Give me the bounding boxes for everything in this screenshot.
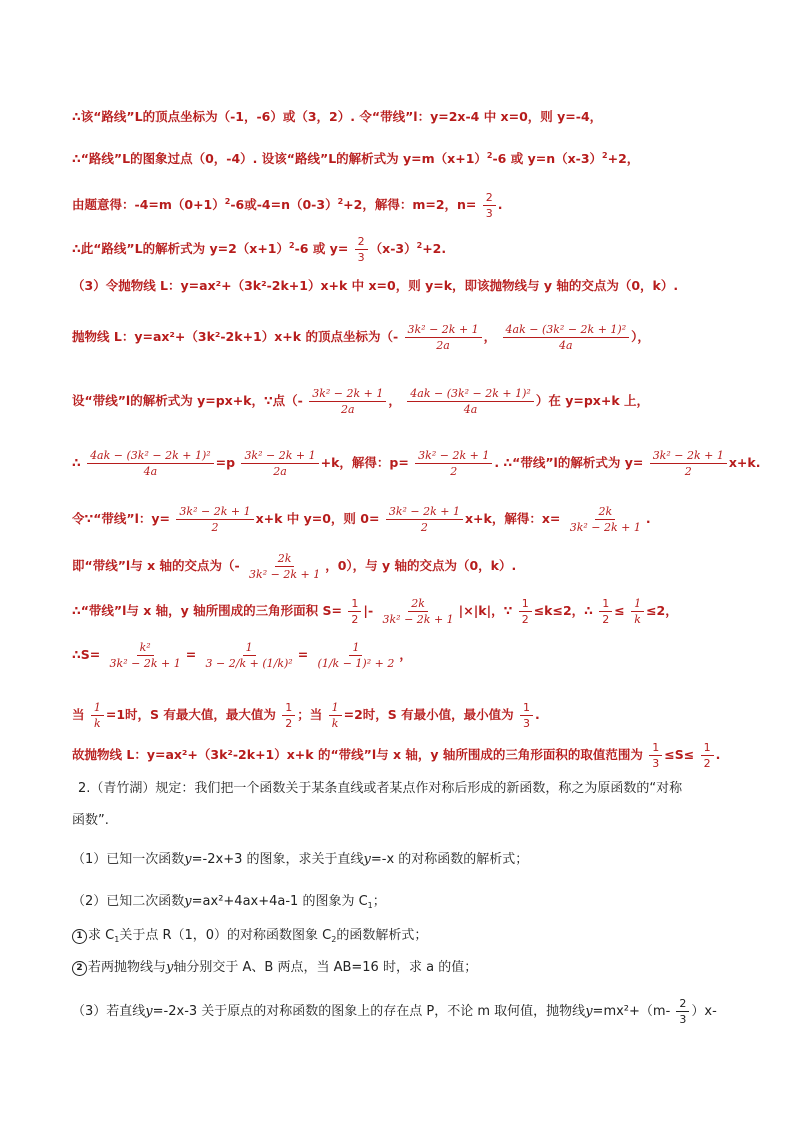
question-2-part-1 — [72, 927, 427, 945]
text: +k，解得：p= — [320, 455, 409, 470]
text: ≤k≤2，∴ — [533, 603, 593, 618]
text: -6 或 y=n（x-3） — [492, 151, 603, 166]
fraction-area: $\frac{\text{k²}}{\text{3k² − 2k + 1}}$ — [109, 641, 181, 670]
fraction-reciprocal-k: $\frac{1}{k}$ — [91, 700, 104, 731]
fraction-slope: $\frac{\text{3k² − 2k + 1}}{2}$ — [386, 504, 463, 535]
subscript: 1 — [114, 935, 120, 944]
text: = — [185, 647, 197, 662]
problem-2-statement — [78, 780, 682, 798]
solution-line-3 — [72, 190, 503, 221]
text: +2， — [607, 151, 640, 166]
text: =ax²+4ax+4a-1 的图象为 C — [191, 894, 368, 909]
text: 设“带线”l的解析式为 y=px+k，∵点（- — [72, 393, 303, 408]
fraction-x-intercept: $\frac{2k}{\text{3k² − 2k + 1}}$ — [249, 552, 321, 581]
text: 函数”. — [72, 813, 109, 828]
text: |- — [363, 603, 374, 618]
fraction-vertex-x: $\frac{\text{3k² − 2k + 1}}{2a}$ — [405, 322, 482, 353]
text: 若两抛物线与 — [88, 960, 167, 975]
subscript: 2 — [331, 935, 337, 944]
text: （3）令抛物线 L：y=ax²+（3k²-2k+1）x+k 中 x=0，则 y=k，即该抛物线与 y 轴的交点为（0，k）. — [72, 278, 679, 293]
text: . — [645, 511, 651, 526]
fraction-third: $\frac{1}{3}$ — [649, 740, 662, 771]
text: =-2x-3 关于原点的对称函数的图象上的存在点 P，不论 m 取何值，抛物线 — [152, 1004, 586, 1019]
solution-line-2 — [72, 150, 639, 168]
text: （x-3） — [369, 241, 417, 256]
fraction-two-thirds: $\frac{2}{3}$ — [483, 190, 496, 221]
fraction-slope: $\frac{\text{3k² − 2k + 1}}{2}$ — [176, 504, 253, 535]
circled-number: 2 — [72, 961, 87, 976]
fraction-x-intercept: $\frac{2k}{\text{3k² − 2k + 1}}$ — [569, 505, 641, 534]
solution-line-9 — [72, 504, 651, 535]
var-y: y — [363, 852, 371, 867]
fraction-vertex-y: $\frac{\text{4ak − (3k² − 2k + 1)²}}{4a}$ — [407, 386, 534, 417]
text: ）x- — [691, 1004, 717, 1019]
text: ， — [483, 329, 497, 344]
text: 抛物线 L：y=ax²+（3k²-2k+1）x+k 的顶点坐标为（- — [72, 329, 399, 344]
question-1 — [72, 851, 528, 869]
fraction-half: $\frac{1}{2}$ — [701, 740, 714, 771]
text: ；当 — [297, 707, 323, 722]
text: （1）已知一次函数 — [72, 852, 185, 867]
text: =p — [215, 455, 236, 470]
fraction-x-intercept: $\frac{2k}{\text{3k² − 2k + 1}}$ — [382, 597, 454, 626]
fraction-reciprocal-k: $\frac{1}{k}$ — [631, 596, 644, 627]
text: =-x 的对称函数的解析式； — [370, 852, 529, 867]
text: -6 或 y= — [294, 241, 349, 256]
text: 轴分别交于 A、B 两点，当 AB=16 时，求 a 的值； — [173, 960, 478, 975]
text: ∴ — [72, 455, 81, 470]
text: +2. — [422, 241, 447, 256]
text: = — [297, 647, 309, 662]
fraction-half: $\frac{1}{2}$ — [519, 596, 532, 627]
text: x+k 中 y=0，则 0= — [255, 511, 380, 526]
exponent: 2 — [602, 151, 608, 160]
text: ）， — [631, 329, 650, 344]
solution-line-8 — [72, 448, 760, 479]
text: =mx²+（m- — [592, 1004, 671, 1019]
fraction-slope: $\frac{\text{3k² − 2k + 1}}{2}$ — [415, 448, 492, 479]
question-2 — [72, 893, 386, 911]
var-y: y — [585, 1004, 593, 1019]
subscript: 1 — [367, 901, 373, 910]
fraction-vertex-y: $\frac{\text{4ak − (3k² − 2k + 1)²}}{4a}$ — [503, 322, 630, 353]
exponent: 2 — [289, 241, 295, 250]
solution-line-12 — [72, 640, 412, 671]
circled-number: 1 — [72, 929, 87, 944]
text: 即“带线”l与 x 轴的交点为（- — [72, 558, 240, 573]
exponent: 2 — [337, 197, 344, 206]
fraction-two-thirds: $\frac{2}{3}$ — [676, 996, 689, 1027]
solution-line-10 — [72, 551, 516, 582]
text: ， — [388, 393, 401, 408]
fraction-vertex-x: $\frac{\text{3k² − 2k + 1}}{2a}$ — [309, 386, 386, 417]
text: +2，解得：m=2，n= — [343, 197, 477, 212]
exponent: 2 — [486, 151, 493, 160]
fraction-half: $\frac{1}{2}$ — [282, 700, 295, 731]
problem-2-statement-cont — [72, 812, 109, 830]
fraction-area-3: $\frac{1}{\text{(1/k − 1)² + 2}}$ — [317, 641, 395, 670]
text: 由题意得：-4=m（0+1） — [72, 197, 225, 212]
text: ∴此“路线”L的解析式为 y=2（x+1） — [72, 241, 289, 256]
text: ∴该“路线”L的顶点坐标为（-1，-6）或（3，2）. 令“带线”l：y=2x-4 中 x=0，则 y=-4， — [72, 109, 603, 124]
solution-line-14 — [72, 740, 720, 771]
text: . ∴“带线”l的解析式为 y= — [494, 455, 644, 470]
text: ，0），与 y 轴的交点为（0，k）. — [325, 558, 517, 573]
text: x+k. — [728, 455, 761, 470]
text: 故抛物线 L：y=ax²+（3k²-2k+1）x+k 的“带线”l与 x 轴，y 轴所围成的三角形面积的取值范围为 — [72, 747, 643, 762]
text: ≤ — [614, 603, 625, 618]
text: ≤S≤ — [664, 747, 695, 762]
exponent: 2 — [416, 241, 423, 250]
solution-line-1 — [72, 108, 602, 126]
text: 令∵“带线”l：y= — [72, 511, 171, 526]
fraction-reciprocal-k: $\frac{1}{k}$ — [329, 700, 342, 731]
question-2-part-2 — [72, 959, 477, 977]
text: ∴“带线”l与 x 轴，y 轴所围成的三角形面积 S= — [72, 603, 343, 618]
text: 求 C — [88, 928, 115, 943]
var-y: y — [166, 960, 174, 975]
text: =-2x+3 的图象，求关于直线 — [191, 852, 364, 867]
solution-line-7 — [72, 386, 649, 417]
text: |×|k|，∵ — [458, 603, 513, 618]
text: 当 — [72, 707, 85, 722]
text: . — [535, 707, 540, 722]
var-y: y — [145, 1004, 153, 1019]
text: ， — [399, 647, 412, 662]
fraction-area-2: $\frac{1}{\text{3 − 2/k + (1/k)²}}$ — [205, 641, 293, 670]
text: （2）已知二次函数 — [72, 894, 185, 909]
fraction-half: $\frac{1}{2}$ — [599, 596, 612, 627]
text: 2.（青竹湖）规定：我们把一个函数关于某条直线或者某点作对称后形成的新函数，称之为原函数的“对称 — [78, 781, 683, 796]
text: ； — [372, 894, 386, 909]
text: . — [715, 747, 721, 762]
fraction-two-thirds: $\frac{2}{3}$ — [355, 234, 368, 265]
solution-line-6 — [72, 322, 650, 353]
text: . — [497, 197, 503, 212]
solution-line-4 — [72, 234, 446, 265]
var-y: y — [184, 894, 192, 909]
fraction-half: $\frac{1}{2}$ — [348, 596, 361, 627]
text: -6或-4=n（0-3） — [230, 197, 338, 212]
solution-line-11 — [72, 596, 678, 627]
text: =2时，S 有最小值，最小值为 — [343, 707, 514, 722]
fraction-vertex-y: $\frac{\text{4ak − (3k² − 2k + 1)²}}{4a}$ — [87, 448, 214, 479]
text: ）在 y=px+k 上， — [535, 393, 649, 408]
exponent: 2 — [224, 197, 231, 206]
text: =1时，S 有最大值，最大值为 — [105, 707, 276, 722]
question-3 — [72, 996, 717, 1027]
text: ≤2， — [646, 603, 678, 618]
text: （3）若直线 — [72, 1004, 146, 1019]
solution-line-5 — [72, 277, 678, 295]
text: x+k，解得：x= — [464, 511, 561, 526]
solution-line-13 — [72, 700, 540, 731]
text: ∴“路线”L的图象过点（0，-4）. 设该“路线”L的解析式为 y=m（x+1） — [72, 151, 487, 166]
fraction-slope: $\frac{\text{3k² − 2k + 1}}{2}$ — [650, 448, 727, 479]
fraction-third: $\frac{1}{3}$ — [520, 700, 533, 731]
text: 关于点 R（1，0）的对称函数图象 C — [119, 928, 332, 943]
fraction-vertex-x: $\frac{\text{3k² − 2k + 1}}{2a}$ — [241, 448, 318, 479]
text: ∴S= — [72, 647, 101, 662]
var-y: y — [184, 852, 192, 867]
text: 的函数解析式； — [336, 928, 428, 943]
